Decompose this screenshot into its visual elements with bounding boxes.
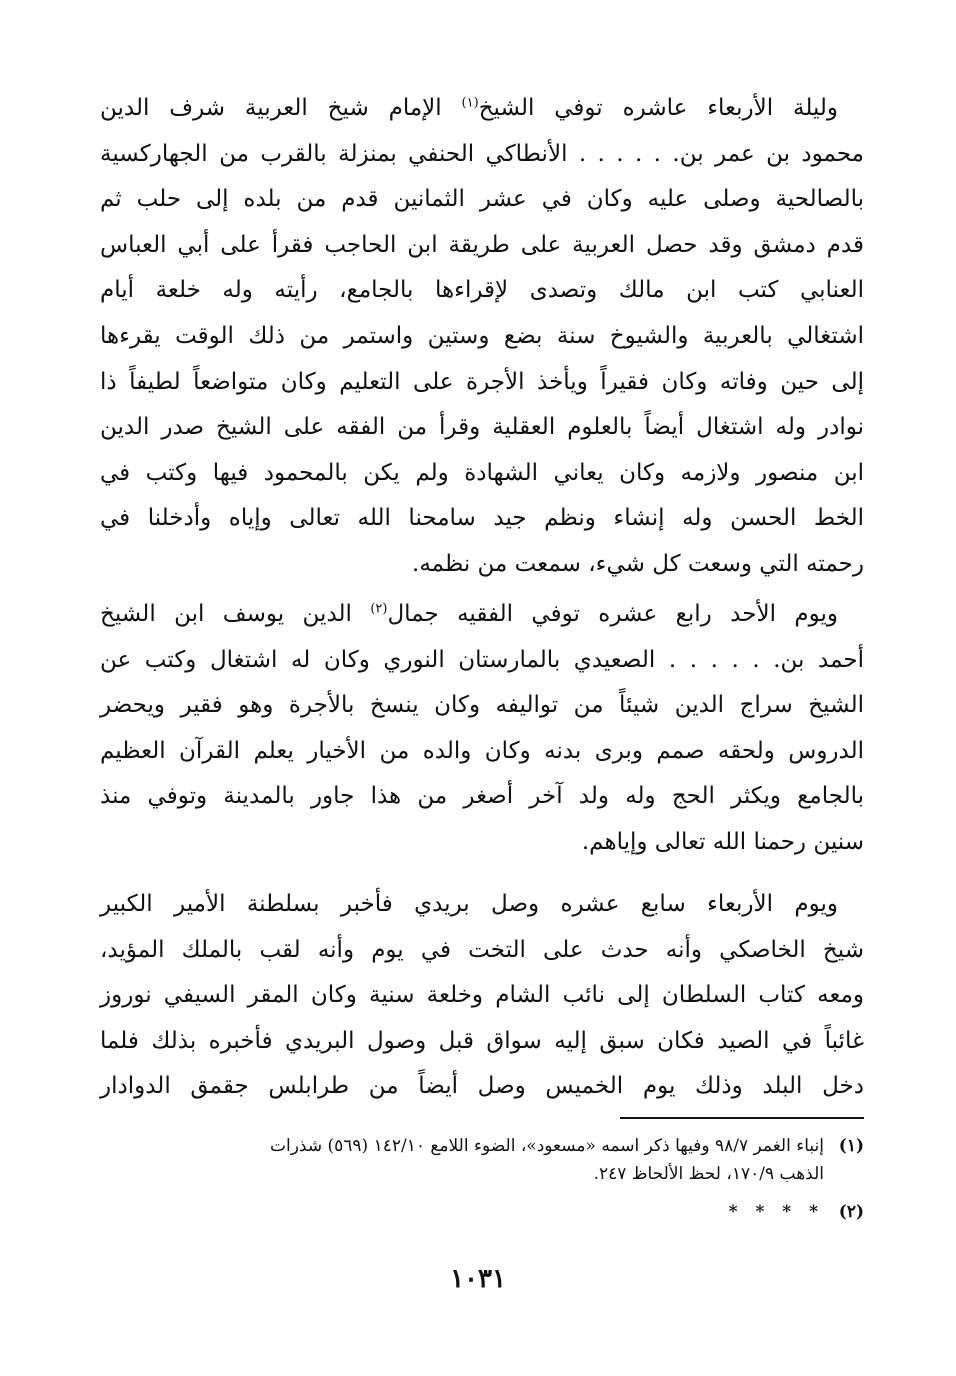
text-line: الدروس ولحقه صمم وبرى بدنه وكان والده من الأخيار يعلم القرآن العظيم — [100, 737, 864, 764]
footnote-number: (٢) — [838, 1202, 864, 1222]
footnote-2 — [120, 1198, 864, 1226]
text-line: قدم دمشق وقد حصل العربية على طريقة ابن الحاجب فقرأ على أبي العباس — [100, 231, 864, 258]
text-line: محمود بن عمر بن. . . . . . الأنطاكي الحنفي بمنزلة بالقرب من الجهاركسية — [100, 140, 864, 167]
text-line: نوادر وله اشتغال أيضاً بالعلوم العقلية وقرأ من الفقه على الشيخ صدر الدين — [100, 414, 864, 441]
text-line: اشتغالي بالعربية والشيوخ سنة بضع وستين واستمر من ذلك الوقت يقرءها — [100, 322, 864, 349]
paragraph-3 — [100, 882, 864, 1110]
footnote-separator — [620, 1117, 864, 1119]
text-line — [100, 86, 864, 132]
footnote-text: الذهب ١٧٠/٩، لحظ الألحاظ ٢٤٧. — [593, 1164, 824, 1184]
footnote-asterisks: * * * * — [728, 1202, 824, 1222]
text-line: سنين رحمنا الله تعالى وإياهم. — [581, 828, 864, 855]
paragraph-2 — [100, 592, 864, 866]
footnotes — [120, 1132, 864, 1236]
footnote-text: إنباء الغمر ٩٨/٧ وفيها ذكر اسمه «مسعود»، الضوء اللامع ١٤٢/١٠ (٥٦٩) شذرات — [270, 1136, 824, 1156]
text-segment: الدين يوسف ابن الشيخ — [100, 601, 371, 627]
text-line: بالصالحية وصلى عليه وكان في عشر الثمانين قدم من بلده إلى حلب ثم — [100, 186, 864, 213]
paragraph-1 — [100, 86, 864, 588]
text-line — [100, 592, 864, 638]
text-line: العنابي كتب ابن مالك وتصدى لإقراءها بالجامع، رأيته وله خلعة أيام — [100, 277, 864, 304]
footnote-ref-2: (٢) — [370, 601, 388, 617]
text-line: ابن منصور ولازمه وكان يعاني الشهادة ولم يكن بالمحمود فيها وكتب في — [100, 459, 864, 486]
text-line: الخط الحسن وله إنشاء ونظم جيد سامحنا الله تعالى وإياه وأدخلنا في — [100, 505, 864, 532]
text-line: رحمته التي وسعت كل شيء، سمعت من نظمه. — [412, 550, 864, 577]
text-line: بالجامع ويكثر الحج وله ولد آخر أصغر من هذا جاور بالمدينة وتوفي منذ — [100, 783, 864, 810]
page-number: ١٠٣١ — [450, 1264, 506, 1294]
text-line: ومعه كتاب السلطان إلى نائب الشام وخلعة سنية وكان المقر السيفي نوروز — [100, 982, 864, 1009]
text-segment: الإمام شيخ العربية شرف الدين — [100, 95, 462, 121]
text-segment: ويوم الأحد رابع عشره توفي الفقيه جمال — [387, 601, 838, 627]
footnote-number: (١) — [838, 1136, 864, 1156]
footnote-ref-1: (١) — [461, 95, 479, 111]
footnote-1 — [120, 1132, 864, 1188]
text-line: إلى حين وفاته وكان فقيراً ويأخذ الأجرة على التعليم وكان متواضعاً لطيفاً ذا — [100, 368, 864, 395]
text-line: شيخ الخاصكي وأنه حدث على التخت في يوم وأنه لقب بالملك المؤيد، — [100, 936, 864, 963]
text-segment: وليلة الأربعاء عاشره توفي الشيخ — [478, 95, 839, 121]
text-line: أحمد بن. . . . . . الصعيدي بالمارستان النوري وكان له اشتغال وكتب عن — [100, 646, 864, 673]
text-line: دخل البلد وذلك يوم الخميس وصل أيضاً من طرابلس جقمق الدوادار — [100, 1073, 864, 1100]
text-line: غائباً في الصيد فكان سبق إليه سواق قبل وصول البريدي فأخبره بذلك فلما — [100, 1027, 864, 1054]
text-line: الشيخ سراج الدين شيئاً من تواليفه وكان ينسخ بالأجرة وهو فقير ويحضر — [100, 692, 864, 719]
text-line: ويوم الأربعاء سابع عشره وصل بريدي فأخبر بسلطنة الأمير الكبير — [100, 891, 838, 917]
